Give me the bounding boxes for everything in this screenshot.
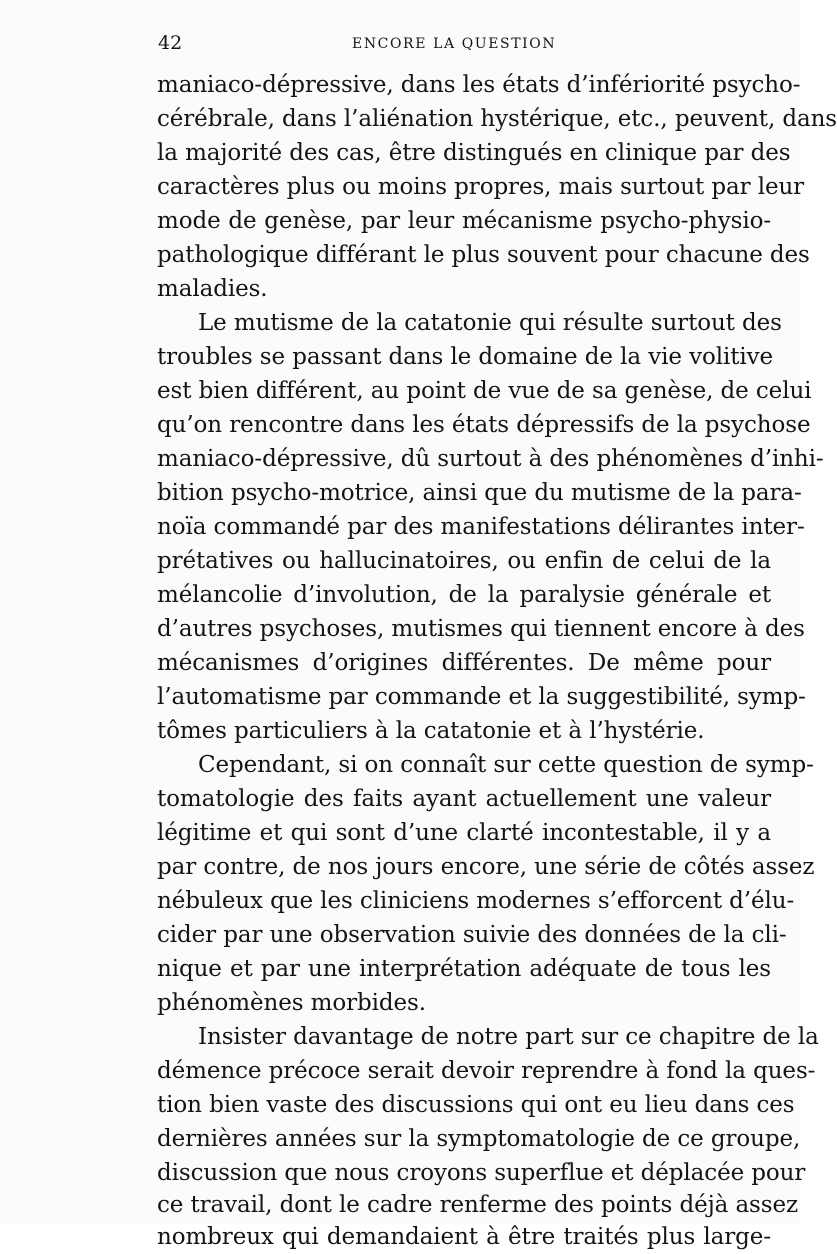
text-line: d’autres psychoses, mutismes qui tiennent encore à des: [157, 616, 805, 642]
text-line: démence précoce serait devoir reprendre à fond la ques-: [157, 1058, 816, 1084]
text-line: mécanismes d’origines différentes. De même pour: [157, 650, 771, 676]
text-line: Le mutisme de la catatonie qui résulte surtout des: [198, 310, 782, 336]
page-number: 42: [158, 32, 183, 54]
text-line: nombreux qui demandaient à être traités plus large-: [157, 1224, 771, 1250]
text-line: maniaco-dépressive, dû surtout à des phénomènes d’inhi-: [157, 446, 824, 472]
text-line: Cependant, si on connaît sur cette question de symp-: [198, 752, 814, 778]
text-line: mélancolie d’involution, de la paralysie générale et: [157, 582, 771, 608]
text-line: maniaco-dépressive, dans les états d’infériorité psycho-: [157, 72, 801, 98]
text-line: phénomènes morbides.: [157, 990, 426, 1016]
text-line: tômes particuliers à la catatonie et à l’hystérie.: [157, 718, 705, 744]
text-line: par contre, de nos jours encore, une série de côtés assez: [157, 854, 815, 880]
text-line: nique et par une interprétation adéquate de tous les: [157, 956, 771, 982]
text-line: la majorité des cas, être distingués en clinique par des: [157, 140, 791, 166]
running-title: ENCORE LA QUESTION: [352, 36, 557, 52]
text-line: dernières années sur la symptomatologie de ce groupe,: [157, 1126, 801, 1152]
text-line: cider par une observation suivie des données de la cli-: [157, 922, 787, 948]
text-line: l’automatisme par commande et la suggestibilité, symp-: [157, 684, 806, 710]
text-line: qu’on rencontre dans les états dépressifs de la psychose: [157, 412, 811, 438]
text-line: caractères plus ou moins propres, mais surtout par leur: [157, 174, 805, 200]
text-line: prétatives ou hallucinatoires, ou enfin de celui de la: [157, 548, 771, 574]
text-line: nébuleux que les cliniciens modernes s’efforcent d’élu-: [157, 888, 795, 914]
text-line: cérébrale, dans l’aliénation hystérique, etc., peuvent, dans: [157, 106, 837, 132]
text-line: tomatologie des faits ayant actuellement une valeur: [157, 786, 771, 812]
text-line: Insister davantage de notre part sur ce chapitre de la: [198, 1024, 819, 1050]
text-line: est bien différent, au point de vue de sa genèse, de celui: [157, 378, 812, 404]
text-line: mode de genèse, par leur mécanisme psycho-physio-: [157, 208, 771, 234]
text-line: bition psycho-motrice, ainsi que du mutisme de la para-: [157, 480, 802, 506]
text-line: légitime et qui sont d’une clarté incontestable, il y a: [157, 820, 771, 846]
text-line: ce travail, dont le cadre renferme des points déjà assez: [157, 1192, 798, 1218]
text-line: tion bien vaste des discussions qui ont eu lieu dans ces: [157, 1092, 795, 1118]
text-line: noïa commandé par des manifestations délirantes inter-: [157, 514, 805, 540]
text-line: pathologique différant le plus souvent pour chacune des: [157, 242, 810, 268]
text-line: maladies.: [157, 276, 268, 302]
text-line: troubles se passant dans le domaine de la vie volitive: [157, 344, 774, 370]
text-line: discussion que nous croyons superflue et déplacée pour: [157, 1160, 806, 1186]
